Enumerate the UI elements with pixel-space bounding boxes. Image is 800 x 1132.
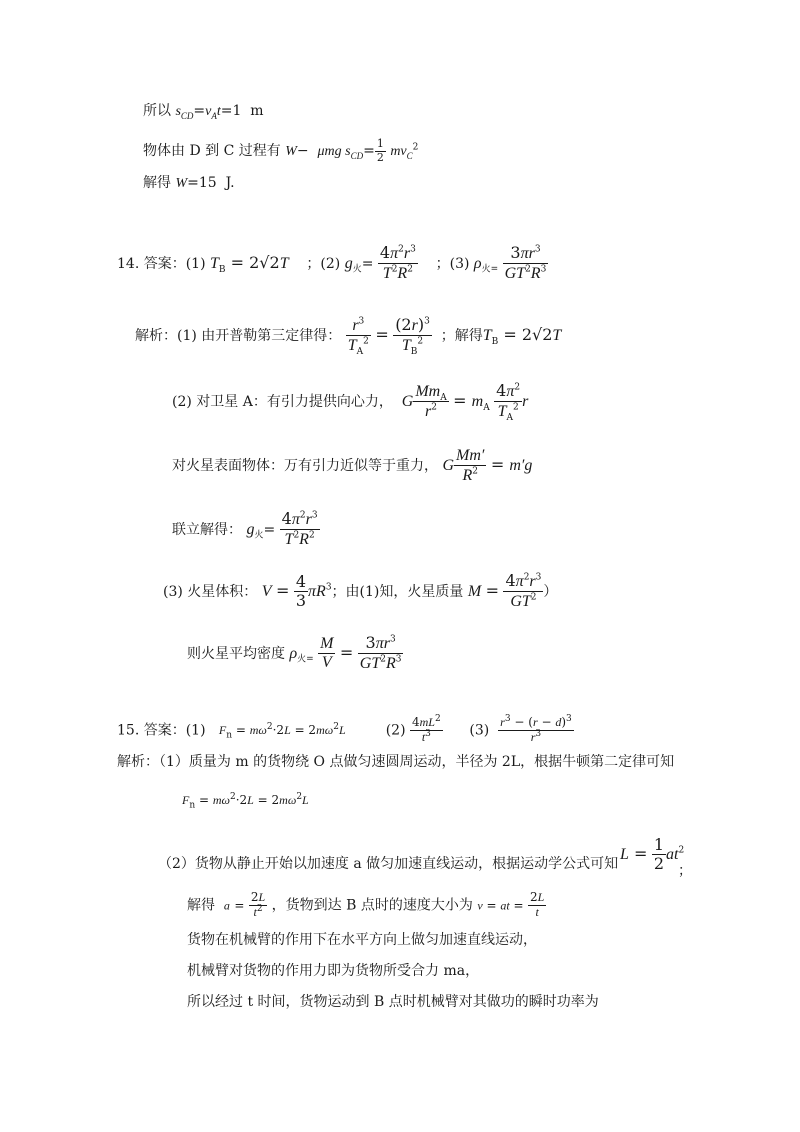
q15-analysis-2: （2）货物从静止开始以加速度 a 做匀加速直线运动，根据运动学公式可知	[158, 856, 619, 872]
q14-analysis-4: 联立解得： $g_火=$ $\frac{4\pi^2r^3}{T^2R^2}$	[172, 509, 318, 549]
line-w-result: 解得 W=15 J.	[143, 175, 235, 191]
text: 所以	[143, 103, 171, 119]
line-work-eq: 物体由 D 到 C 过程有 W− μmg $s_{CD}=$ $\frac{1}{2}$ $mv_C^2$	[143, 137, 419, 164]
q15-analysis-1: 解析：（1）质量为 m 的货物绕 O 点做匀速圆周运动，半径为 2L，根据牛顿第二定律可知	[117, 754, 675, 770]
text: 解得	[143, 175, 171, 191]
line-scd: 所以 $s_{CD}=v_At=1$ m	[143, 103, 264, 121]
q14-label: 14. 答案：	[117, 255, 186, 272]
q14-analysis-3: 对火星表面物体：万有引力近似等于重力， G $\frac{Mm'}{R^2}$ = m′g	[172, 447, 533, 485]
q14-analysis-6: 则火星平均密度 $\rho_{火=}$ $\frac{M}{V}$ = $\frac{3\pi r^3}{GT^2R^3}$	[187, 633, 402, 673]
q15-analysis-5: 机械臂对货物的作用力即为货物所受合力 ma，	[187, 963, 480, 979]
q15-analysis-6: 所以经过 t 时间，货物运动到 B 点时机械臂对其做功的瞬时功率为	[187, 994, 599, 1010]
q15-formula-L: L = $\frac{1}{2}$ $at^2$	[620, 835, 685, 874]
q15-formula-1: $F_n = m\omega^2\cdot 2L = 2m\omega^2L$	[182, 792, 309, 811]
q14-analysis-1: 解析：(1) 由开普勒第三定律得： $\frac{r^3}{T_A^2}$ = $\frac{(2r)^3}{T_B^2}$ ；解得$T_B = 2√2T$	[135, 315, 562, 358]
math-scd: $s_{CD}$	[175, 104, 194, 121]
q15-analysis-4: 货物在机械臂的作用下在水平方向上做匀加速直线运动，	[187, 932, 537, 948]
q15-answer: 15. 答案：(1) $F_n = m\omega^2\cdot 2L = 2m\omega^2L$ (2) $\frac{4mL^2}{t^3}$ (3) $\frac{r^3 - (r - d)^3}{r^3}$	[117, 714, 572, 744]
text: 物体由 D 到 C 过程有	[143, 143, 281, 160]
q15-semicolon: ；	[678, 863, 692, 879]
q15-analysis-3: 解得 a = $\frac{2L}{t^2}$ ，货物到达 B 点时的速度大小为 v = at = $\frac{2L}{t}$	[187, 890, 545, 919]
q14-analysis-5: (3) 火星体积： V = $\frac{4}{3}$ $\pi R^3$；由(1)知，火星质量 M = $\frac{4\pi^2r^3}{GT^2}$ ）	[163, 571, 558, 611]
q14-answer: 14. 答案：(1) $T_B = 2√2T$ ；(2) $g_火=$ $\frac{4\pi^2r^3}{T^2R^2}$ ；(3) $\rho_{火=}$ $\frac{3\pi r^3}{GT^2R^3}$	[117, 243, 547, 283]
q14-analysis-2: (2) 对卫星 A：有引力提供向心力， G $Mm_A$ $r^2$ = $m_A$ $\frac{4\pi^2}{T_A^2}$ r	[172, 381, 529, 424]
